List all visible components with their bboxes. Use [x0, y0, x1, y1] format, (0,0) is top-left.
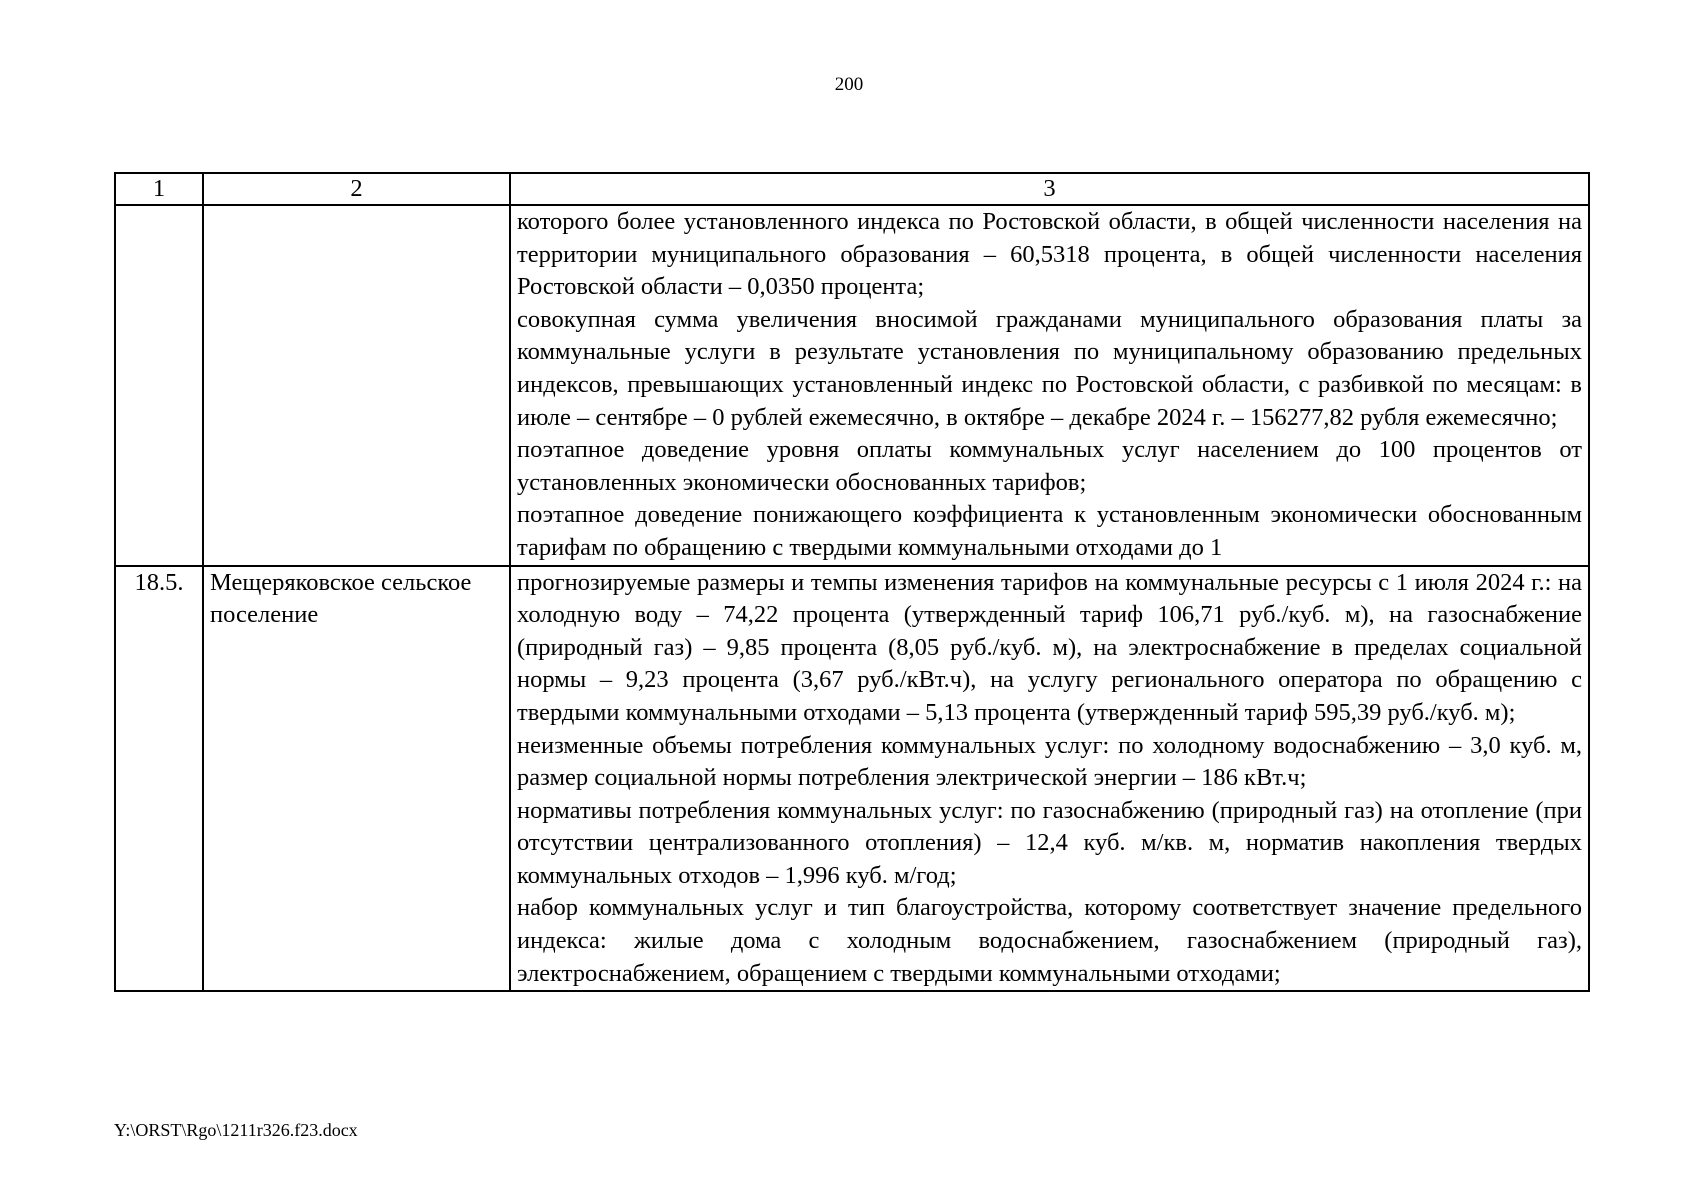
row-description	[510, 566, 1589, 992]
table-row	[115, 205, 1589, 566]
row-number	[115, 205, 203, 566]
header-row	[115, 173, 1589, 205]
paragraph: набор коммунальных услуг и тип благоустройства, которому соответствует значение предельного индекса: жилые дома с холодным водоснабжением, газоснабжением (природный газ), электроснабжением, обращением с твердыми коммунальными отходами;	[517, 894, 1582, 987]
footer-file-path: Y:\ORST\Rgo\1211r326.f23.docx	[114, 1120, 358, 1140]
page-number: 200	[834, 74, 864, 95]
paragraph: поэтапное доведение уровня оплаты коммунальных услуг населением до 100 процентов от установленных экономически обоснованных тарифов;	[517, 436, 1582, 496]
row-description	[510, 205, 1589, 566]
header-col-1: 1	[115, 173, 203, 205]
paragraph: совокупная сумма увеличения вносимой гражданами муниципального образования платы за коммунальные услуги в результате установления по муниципальному образованию предельных индексов, превышающих установленный индекс по Ростовской области, с разбивкой по месяцам: в июле – сентябре – 0 рублей ежемесячно, в октябре – декабре 2024 г. – 156277,82 рубля ежемесячно;	[517, 305, 1582, 431]
content-table	[114, 172, 1590, 992]
row-name	[203, 205, 510, 566]
paragraph: прогнозируемые размеры и темпы изменения тарифов на коммунальные ресурсы с 1 июля 2024 г.: на холодную воду – 74,22 процента (утвержденный тариф 106,71 руб./куб. м), на газоснабжение (природный газ) – 9,85 процента (8,05 руб./куб. м), на электроснабжение в пределах социальной нормы – 9,23 процента (3,67 руб./кВт.ч), на услугу регионального оператора по обращению с твердыми коммунальными отходами – 5,13 процента (утвержденный тариф 595,39 руб./куб. м);	[517, 568, 1582, 726]
row-number: 18.5.	[115, 566, 203, 992]
header-col-3: 3	[510, 173, 1589, 205]
row-name: Мещеряковское сельское поселение	[203, 566, 510, 992]
paragraph: которого более установленного индекса по Ростовской области, в общей численности населения на территории муниципального образования – 60,5318 процента, в общей численности населения Ростовской области – 0,0350 процента;	[517, 208, 1582, 301]
table-row	[115, 566, 1589, 992]
paragraph: поэтапное доведение понижающего коэффициента к установленным экономически обоснованным тарифам по обращению с твердыми коммунальными отходами до 1	[517, 501, 1582, 561]
paragraph: неизменные объемы потребления коммунальных услуг: по холодному водоснабжению – 3,0 куб. м, размер социальной нормы потребления электрической энергии – 186 кВт.ч;	[517, 731, 1582, 792]
paragraph: нормативы потребления коммунальных услуг: по газоснабжению (природный газ) на отопление (при отсутствии централизованного отопления) – 12,4 куб. м/кв. м, норматив накопления твердых коммунальных отходов – 1,996 куб. м/год;	[517, 796, 1582, 889]
header-col-2: 2	[203, 173, 510, 205]
